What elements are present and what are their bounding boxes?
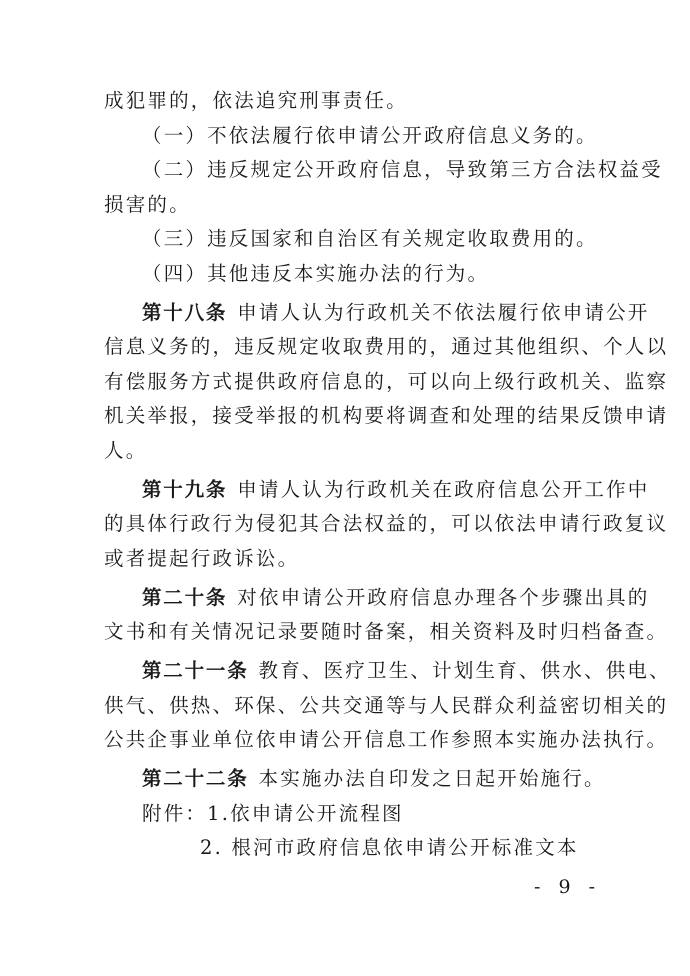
text-line-6: （四）其他违反本实施办法的行为。 — [142, 262, 490, 285]
article-heading: 第二十一条 — [142, 659, 249, 682]
text-line-2: （一）不依法履行依申请公开政府信息义务的。 — [142, 124, 598, 147]
article-20-line-2: 文书和有关情况记录要随时备案，相关资料及时归档备查。 — [104, 620, 669, 643]
article-21-line-2: 供气、供热、环保、公共交通等与人民群众利益密切相关的 — [104, 694, 669, 717]
text-line-5: （三）违反国家和自治区有关规定收取费用的。 — [142, 227, 598, 250]
attachment-line-1: 附件：1.依申请公开流程图 — [142, 802, 404, 825]
text-line-1: 成犯罪的，依法追究刑事责任。 — [104, 89, 408, 112]
attachment-line-2: 2. 根河市政府信息依申请公开标准文本 — [200, 836, 579, 859]
article-21-line-1: 第二十一条 教育、医疗卫生、计划生育、供水、供电、 — [142, 659, 671, 682]
article-heading: 第二十条 — [142, 586, 228, 609]
article-20-line-1: 第二十条 对依申请公开政府信息办理各个步骤出具的 — [142, 586, 650, 609]
article-19-line-2: 的具体行政行为侵犯其合法权益的，可以依法申请行政复议 — [104, 512, 669, 535]
article-18-line-1: 第十八条 申请人认为行政机关不依法履行依申请公开 — [142, 301, 650, 324]
article-19-line-1: 第十九条 申请人认为行政机关在政府信息公开工作中 — [142, 478, 650, 501]
article-18-line-4: 机关举报，接受举报的机构要将调查和处理的结果反馈申请 — [104, 404, 669, 427]
article-18-line-3: 有偿服务方式提供政府信息的，可以向上级行政机关、监察 — [104, 370, 669, 393]
article-heading: 第十九条 — [142, 478, 228, 501]
text-line-4: 损害的。 — [104, 193, 191, 216]
page-number: - 9 - — [534, 876, 602, 898]
article-21-line-3: 公共企事业单位依申请公开信息工作参照本实施办法执行。 — [104, 728, 669, 751]
article-18-line-2: 信息义务的，违反规定收取费用的，通过其他组织、个人以 — [104, 335, 669, 358]
text-line-3: （二）违反规定公开政府信息，导致第三方合法权益受 — [142, 158, 663, 181]
article-18-line-5: 人。 — [104, 439, 148, 462]
article-19-line-3: 或者提起行政诉讼。 — [104, 547, 300, 570]
article-22-line-1: 第二十二条 本实施办法自印发之日起开始施行。 — [142, 767, 606, 790]
article-heading: 第十八条 — [142, 301, 228, 324]
article-heading: 第二十二条 — [142, 767, 249, 790]
